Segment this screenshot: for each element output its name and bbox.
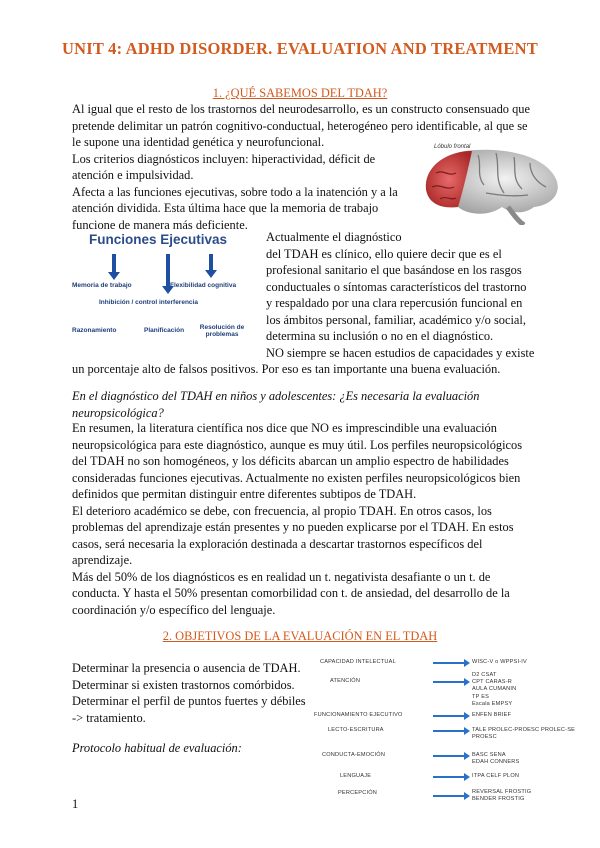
objectives-list: [72, 660, 312, 726]
test-name: ENFEN BRIEF: [472, 712, 512, 718]
diagram-left-label: CONDUCTA-EMOCIÓN: [322, 752, 386, 758]
section-heading-1: 1. ¿QUÉ SABEMOS DEL TDAH?: [212, 86, 388, 100]
text-line: -> tratamiento.: [72, 710, 146, 725]
paragraph-diagnosis-end: un porcentaje alto de falsos positivos. Por eso es tan importante una buena evaluación.: [72, 362, 501, 376]
text-line: Determinar el perfil de puntos fuertes y débiles: [72, 694, 306, 708]
ef-planificacion: Planificación: [144, 327, 185, 334]
brain-label: Lóbulo frontal: [434, 144, 471, 150]
question-heading: [72, 388, 552, 421]
text-line: conductuales o síntomas característicos del trastorno: [266, 279, 527, 294]
text-line: atención dividida. Esta última hace que la memoria de trabajo: [72, 201, 379, 215]
text-line: los ámbitos personal, familiar, académico y/o social,: [266, 312, 526, 327]
evaluation-protocol-diagram: [300, 655, 576, 805]
diagram-right-label: [472, 773, 519, 780]
arrow-icon: [433, 715, 465, 717]
page-title: UNIT 4: ADHD DISORDER. EVALUATION AND TREATMENT: [62, 39, 538, 58]
text-line: aprendizaje.: [72, 553, 133, 567]
ef-inhibicion: Inhibición / control interferencia: [99, 299, 198, 306]
text-line: atención e impulsividad.: [72, 168, 194, 182]
text-line: casos, será necesaria la exploración destinada a descartar trastornos específicos del: [72, 536, 483, 551]
paragraph-diagnosis: [266, 229, 556, 361]
arrow-icon: [433, 795, 465, 797]
arrow-icon: [433, 681, 465, 683]
text-line: coordinación y/o específico del lenguaje.: [72, 602, 276, 617]
diagram-right-label: [472, 712, 511, 719]
ef-flexibilidad: Flexibilidad cognitiva: [170, 282, 237, 289]
page-number: 1: [72, 797, 79, 811]
text-line: Afecta a las funciones ejecutivas, sobre todo a la inatención y a la: [72, 184, 398, 199]
text-line: Determinar si existen trastornos comórbidos.: [72, 677, 295, 692]
text-line: y respaldado por una clara repercusión funcional en: [266, 296, 523, 310]
diagram-right-label: [472, 789, 531, 803]
diagram-left-label: CAPACIDAD INTELECTUAL: [320, 659, 396, 665]
text-line: pretende delimitar un patrón cognitivo-conductual, heterogéneo pero identificable, al que se: [72, 118, 528, 133]
ef-resolucion: Resolución de problemas: [199, 324, 245, 338]
test-name: WISC-V o WPPSI-IV: [472, 659, 527, 665]
text-line: neuropsicológica para este diagnóstico, aunque es muy útil. Los perfiles neuropsicológicos: [72, 437, 523, 452]
test-name: BASC SENA: [472, 752, 506, 758]
text-line: del TDAH no son homogéneos, y los déficits abarcan un amplio espectro de habilidades: [72, 454, 509, 468]
text-line: Más del 50% de los diagnósticos es en realidad un t. negativista desafiante o un t. de: [72, 569, 491, 584]
text-line: determina su inclusión o no en el diagnóstico.: [266, 329, 494, 343]
ef-razonamiento: Razonamiento: [72, 327, 117, 334]
text-line: Al igual que el resto de los trastornos del neurodesarrollo, es un constructo consensuado que: [72, 102, 530, 116]
diagram-right-label: [472, 659, 527, 666]
brain-image: [418, 143, 563, 225]
test-name: ITPA CELF PLON: [472, 773, 520, 779]
executive-functions-figure: [72, 232, 267, 342]
paragraph-answer: [72, 420, 552, 618]
ef-memoria: Memoria de trabajo: [72, 282, 132, 289]
text-line: le supone una identidad genética y neurofuncional.: [72, 135, 325, 149]
text-line: del TDAH es clínico, ello quiere decir que es el: [266, 246, 502, 261]
text-line: neuropsicológica?: [72, 405, 164, 420]
test-name: TP ES: [472, 693, 490, 700]
section-heading-2: 2. OBJETIVOS DE LA EVALUACIÓN EN EL TDAH: [162, 629, 438, 643]
test-name: CPT CARAS-R: [472, 679, 513, 686]
text-line: problemas del aprendizaje están presentes y no pueden explicarse por el TDAH. En estos: [72, 520, 514, 534]
text-line: Los criterios diagnósticos incluyen: hiperactividad, déficit de: [72, 151, 376, 166]
text-line: En el diagnóstico del TDAH en niños y adolescentes: ¿Es necesaria la evaluación: [72, 389, 480, 403]
text-line: Determinar la presencia o ausencia de TDAH.: [72, 661, 301, 675]
test-name: EDAH CONNERS: [472, 759, 520, 766]
test-name: D2 CSAT: [472, 672, 497, 678]
diagram-left-label: LENGUAJE: [340, 773, 372, 779]
text-line: consideradas funciones ejecutivas. Actualmente no existen perfiles neuropsicológicos bien: [72, 470, 521, 485]
ef-title: Funciones Ejecutivas: [89, 232, 228, 247]
text-line: conducta. Y hasta el 50% presentan comorbilidad con t. de ansiedad, del desarrollo de la: [72, 586, 510, 600]
text-line: El deterioro académico se debe, con frecuencia, al propio TDAH. En otros casos, los: [72, 503, 492, 518]
arrow-icon: [433, 755, 465, 757]
diagram-left-label: ATENCIÓN: [330, 678, 361, 684]
text-line: funcione de manera más deficiente.: [72, 217, 248, 232]
arrow-icon: [433, 776, 465, 778]
test-name: BENDER FROSTIG: [472, 796, 525, 803]
test-name: PROESC: [472, 734, 497, 741]
text-line: profesional sanitario el que basándose en los rasgos: [266, 263, 522, 277]
brain-illustration: [418, 143, 563, 225]
diagram-left-label: LECTO-ESCRITURA: [328, 727, 384, 733]
text-line: En resumen, la literatura científica nos dice que NO es imprescindible una evaluación: [72, 421, 497, 435]
test-name: AULA CUMANIN: [472, 686, 517, 693]
text-line: definidos que permitan distinguir entre diferentes subtipos de TDAH.: [72, 487, 417, 501]
diagram-left-label: FUNCIONAMIENTO EJECUTIVO: [314, 712, 403, 718]
protocol-heading: Protocolo habitual de evaluación:: [72, 741, 242, 755]
diagram-right-label: [472, 727, 575, 741]
test-name: TALE PROLEC-PROESC PROLEC-SE: [472, 727, 576, 733]
diagram-left-label: PERCEPCIÓN: [338, 790, 377, 796]
test-name: Escala EMPSY: [472, 700, 513, 707]
arrow-icon: [433, 730, 465, 732]
diagram-right-label: [472, 672, 516, 708]
arrow-icon: [433, 662, 465, 664]
text-line: NO siempre se hacen estudios de capacidades y existe: [266, 345, 535, 360]
text-line: Actualmente el diagnóstico: [266, 230, 402, 244]
diagram-right-label: [472, 752, 519, 766]
test-name: REVERSAL FROSTIG: [472, 789, 532, 795]
